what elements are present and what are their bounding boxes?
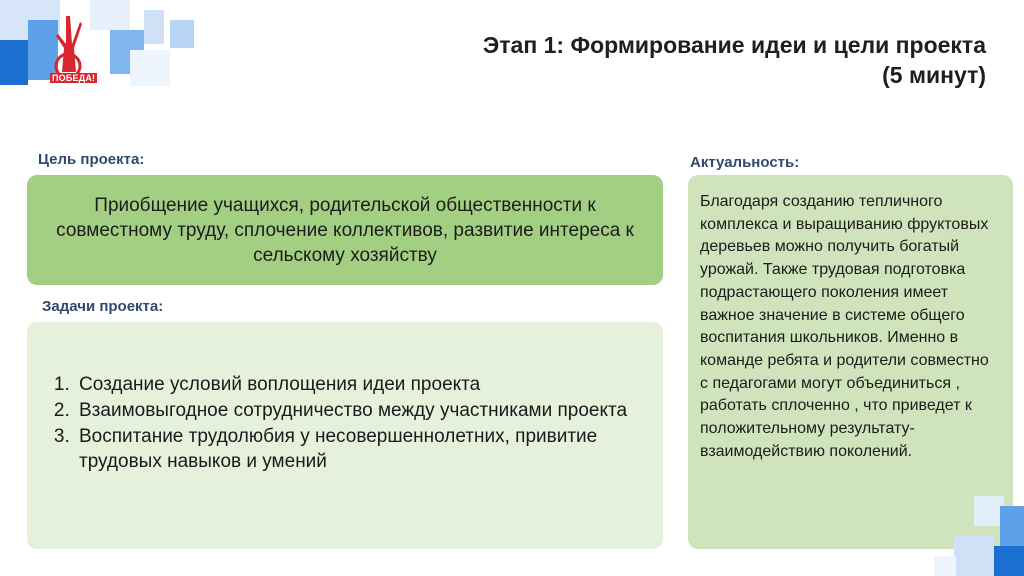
relevance-label: Актуальность: — [690, 154, 800, 171]
goal-text: Приобщение учащихся, родительской общественности к совместному труду, сплочение коллективов, развитие интереса к сельскому хозяйству — [56, 194, 634, 266]
tasks-box — [27, 322, 663, 549]
relevance-box — [688, 175, 1013, 549]
tasks-list — [39, 372, 643, 474]
title-line-1: Этап 1: Формирование идеи и цели проекта — [482, 32, 986, 58]
task-item: 1. Создание условий воплощения идеи проекта — [75, 372, 643, 397]
tasks-label: Задачи проекта: — [42, 298, 164, 315]
goal-label: Цель проекта: — [38, 151, 145, 168]
task-item: 2. Взаимовыгодное сотрудничество между участниками проекта — [75, 398, 643, 423]
page-title — [386, 30, 986, 90]
goal-box — [27, 175, 663, 285]
decorative-corner-bottom-right — [914, 496, 1024, 576]
relevance-text: Благодаря созданию тепличного комплекса и выращиванию фруктовых деревьев можно получить богатый урожай. Также трудовая подготовка подрастающего поколения имеет важное значение в системе общего воспитания школьников. Именно в команде ребята и родители совместно с педагогами могут объединиться , работать сплоченно , что приведет к положительному результату- взаимодействию поколений. — [700, 193, 989, 460]
decorative-corner-top-left — [0, 0, 200, 100]
logo-caption: ПОБЕДА! — [52, 73, 96, 83]
task-item: 3. Воспитание трудолюбия у несовершеннолетних, привитие трудовых навыков и умений — [75, 424, 643, 474]
title-line-2: (5 минут) — [882, 62, 986, 88]
